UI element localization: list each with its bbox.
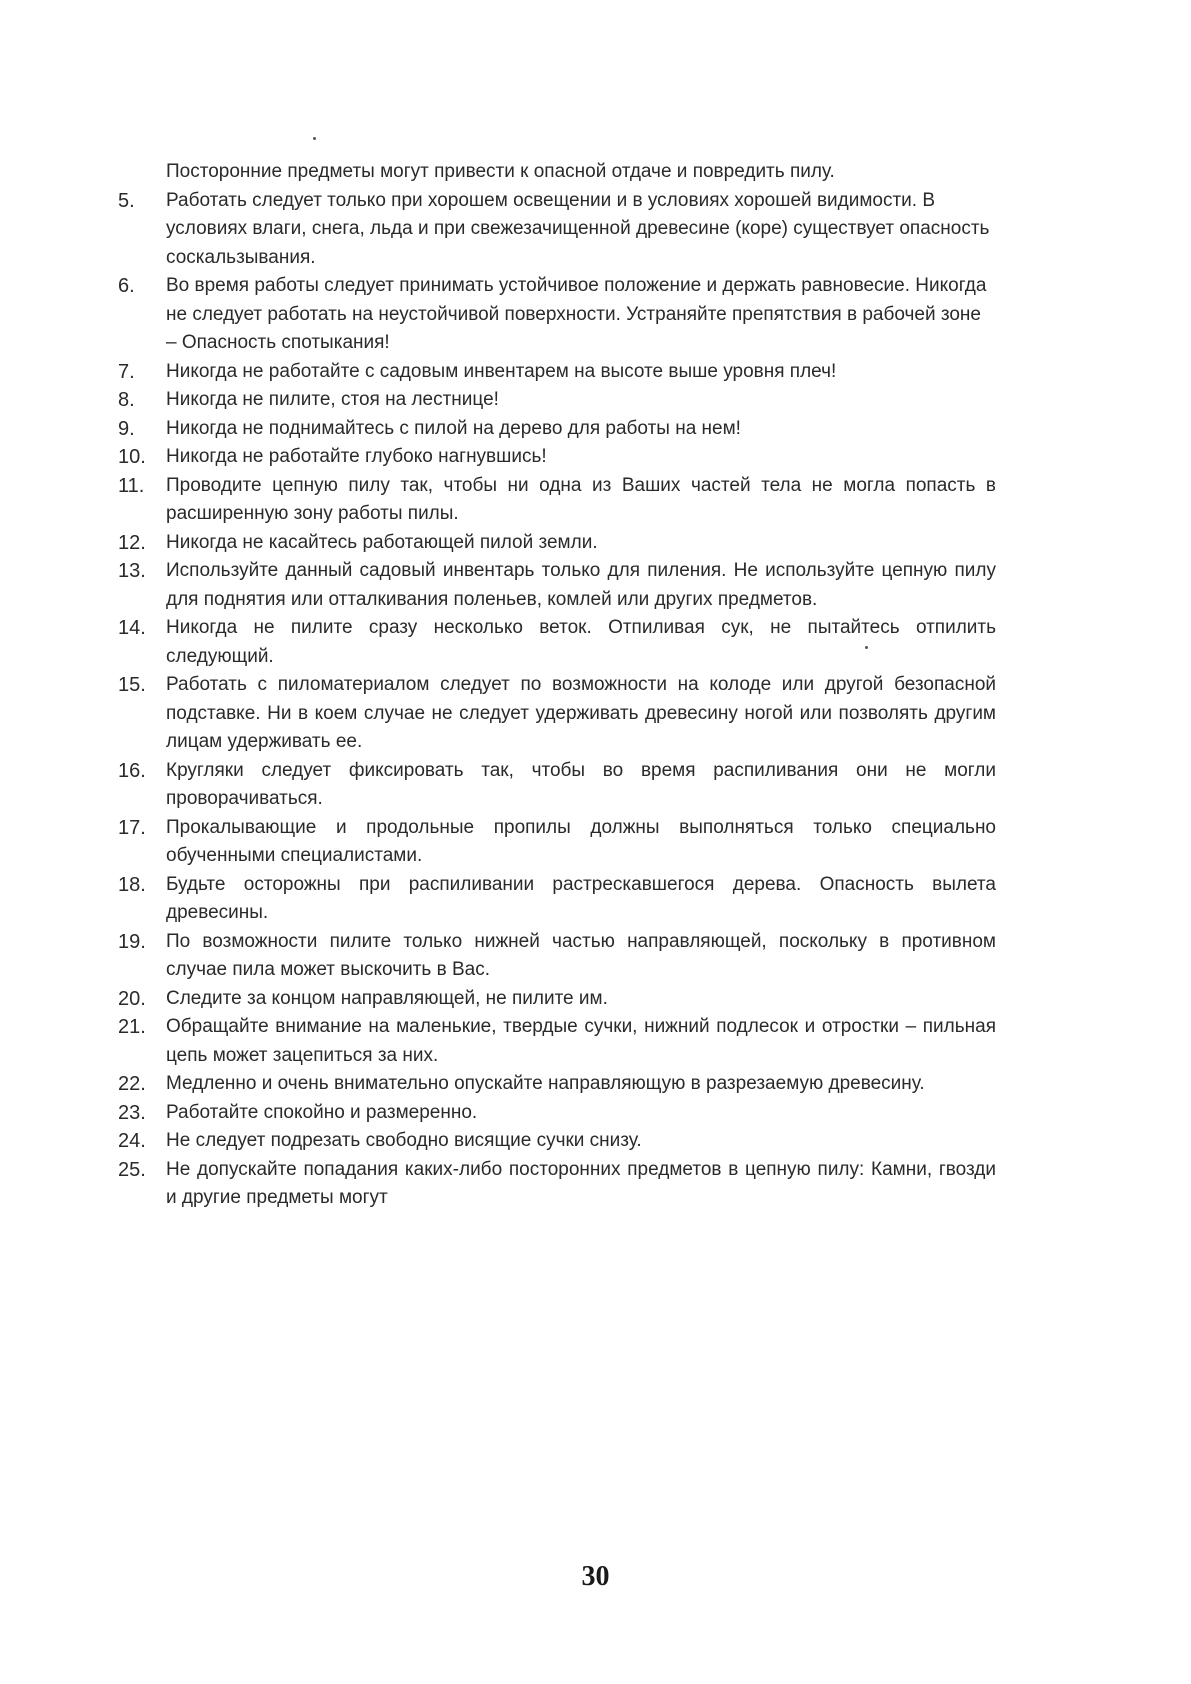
item-number: 6. [118, 275, 135, 297]
item-text: Работайте спокойно и размеренно. [166, 1101, 478, 1123]
list-item [118, 386, 996, 415]
item-text: Никогда не поднимайтесь с пилой на дерево для работы на нем! [166, 417, 741, 439]
item-number: 9. [118, 417, 135, 440]
list-item [118, 1013, 996, 1070]
item-number: 19. [118, 930, 146, 953]
item-number: 16. [118, 759, 146, 782]
item-number: 15. [118, 674, 146, 696]
list-item [118, 472, 996, 529]
item-number: 22. [118, 1073, 146, 1095]
instruction-list [118, 158, 996, 1213]
continuation-paragraph: Посторонние предметы могут привести к опасной отдаче и повредить пилу. [166, 161, 835, 182]
list-item [118, 1127, 996, 1156]
list-item [118, 529, 996, 558]
list-item [118, 757, 996, 814]
list-item [118, 187, 996, 273]
list-item [118, 1070, 996, 1099]
item-text: Не следует подрезать свободно висящие сучки снизу. [166, 1130, 642, 1151]
item-number: 14. [118, 617, 146, 639]
item-text: Следите за концом направляющей, не пилите им. [166, 987, 608, 1009]
item-text: Обращайте внимание на маленькие, твердые сучки, нижний подлесок и отростки – пильная цепь может зацепиться за них. [166, 1016, 996, 1066]
item-number: 20. [118, 987, 146, 1010]
list-item [118, 272, 996, 358]
item-text: Будьте осторожны при распиливании растрескавшегося дерева. Опасность вылета древесины. [166, 873, 996, 923]
item-text: Никогда не касайтесь работающей пилой земли. [166, 531, 598, 553]
list-item [118, 443, 996, 472]
list-item [118, 1099, 996, 1128]
list-item [118, 557, 996, 614]
item-text: Никогда не работайте глубоко нагнувшись! [166, 446, 547, 467]
item-number: 7. [118, 360, 135, 383]
item-text: Никогда не пилите сразу несколько веток. Отпиливая сук, не пытайтесь отпилить следующий. [166, 617, 996, 667]
item-text: Проводите цепную пилу так, чтобы ни одна из Ваших частей тела не могла попасть в расширенную зону работы пилы. [166, 474, 996, 524]
numbered-items [118, 187, 996, 1213]
item-text: Никогда не пилите, стоя на лестнице! [166, 389, 499, 410]
list-item [118, 671, 996, 757]
item-text: Прокалывающие и продольные пропилы должны выполняться только специально обученными специалистами. [166, 816, 996, 866]
list-item [118, 614, 996, 671]
scan-speck [313, 137, 316, 140]
list-item [118, 814, 996, 871]
item-number: 12. [118, 531, 146, 554]
list-item [118, 985, 996, 1014]
item-text: По возможности пилите только нижней частью направляющей, поскольку в противном случае пила может выскочить в Вас. [166, 930, 996, 980]
list-item [118, 358, 996, 387]
item-text: Кругляки следует фиксировать так, чтобы во время распиливания они не могли проворачиваться. [166, 759, 996, 809]
item-number: 23. [118, 1101, 146, 1124]
item-number: 24. [118, 1130, 146, 1152]
item-number: 25. [118, 1158, 146, 1181]
item-text: Не допускайте попадания каких-либо посторонних предметов в цепную пилу: Камни, гвозди и другие предметы могут [166, 1158, 996, 1208]
item-text: Работать с пиломатериалом следует по возможности на колоде или другой безопасной подставке. Ни в коем случае не следует удерживать древесину ногой или позволять другим лицам удерживать ее. [166, 674, 996, 752]
item-number: 5. [118, 189, 135, 212]
list-item [118, 415, 996, 444]
item-number: 8. [118, 389, 135, 411]
item-text: Используйте данный садовый инвентарь только для пиления. Не используйте цепную пилу для поднятия или отталкивания поленьев, комлей или других предметов. [166, 560, 996, 610]
item-number: 17. [118, 816, 146, 839]
item-text: Медленно и очень внимательно опускайте направляющую в разрезаемую древесину. [166, 1073, 925, 1094]
item-number: 18. [118, 873, 146, 896]
list-item [118, 871, 996, 928]
item-number: 13. [118, 560, 146, 582]
item-text: Работать следует только при хорошем освещении и в условиях хорошей видимости. В условиях влаги, снега, льда и при свежезачищенной древесине (коре) существует опасность соскальзывания. [166, 189, 990, 268]
list-item [118, 1156, 996, 1213]
item-number: 11. [118, 474, 145, 497]
item-number: 21. [118, 1016, 146, 1038]
page-number: 30 [581, 1561, 610, 1592]
item-number: 10. [118, 446, 146, 468]
item-text: Во время работы следует принимать устойчивое положение и держать равновесие. Никогда не следует работать на неустойчивой поверхности. Устраняйте препятствия в рабочей зоне – Опасность спотыкания! [166, 275, 987, 353]
item-text: Никогда не работайте с садовым инвентарем на высоте выше уровня плеч! [166, 360, 837, 382]
list-item [118, 928, 996, 985]
